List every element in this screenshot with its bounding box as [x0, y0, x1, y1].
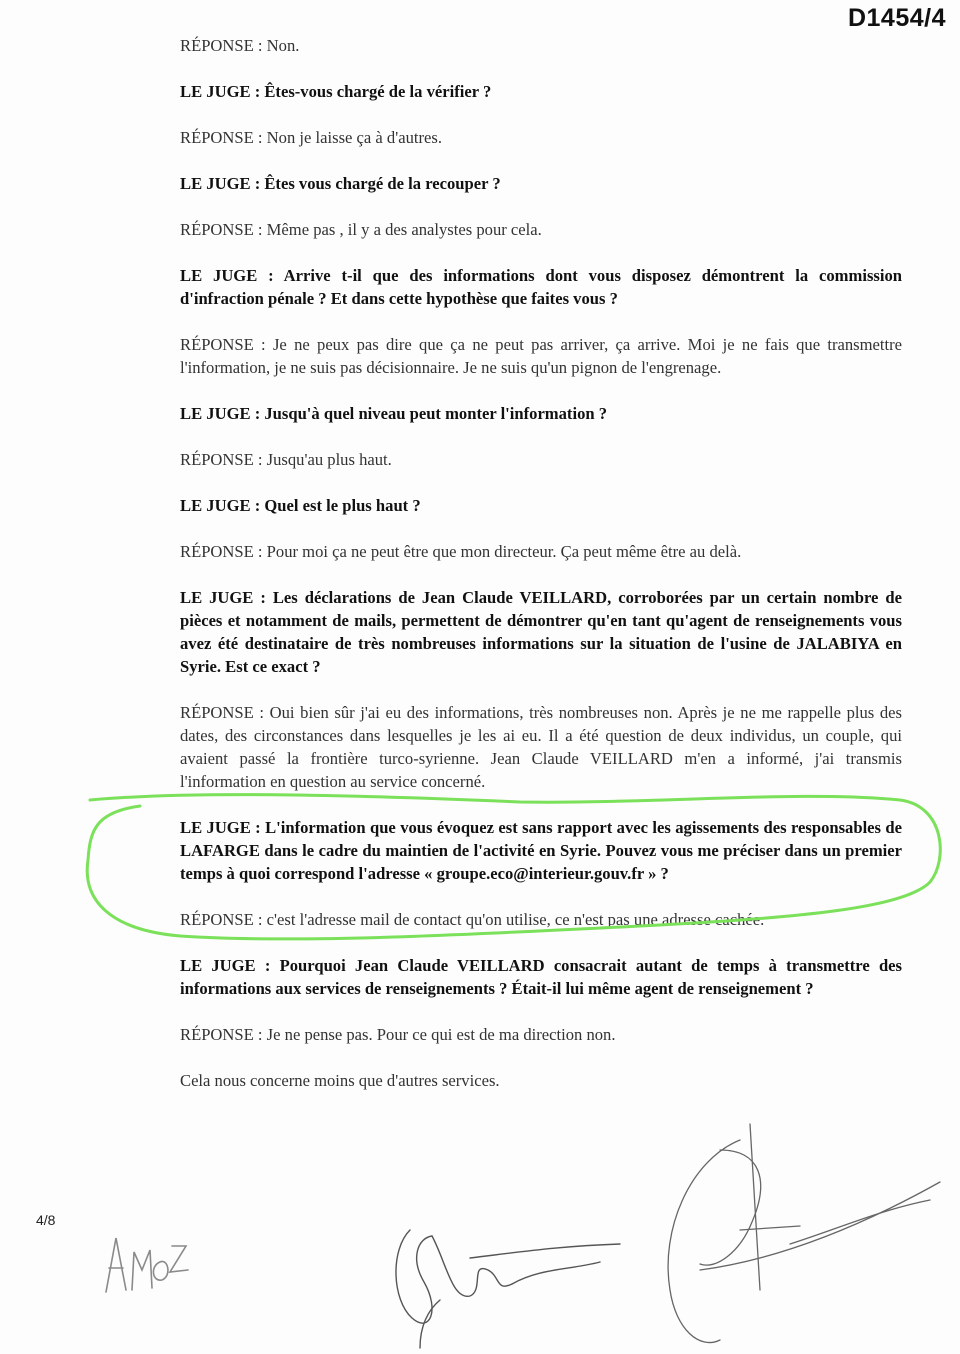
answer-paragraph: RÉPONSE : Même pas , il y a des analystes pour cela. [180, 220, 542, 239]
question-paragraph: LE JUGE : Jusqu'à quel niveau peut monter l'information ? [180, 404, 608, 423]
answer-paragraph: RÉPONSE : Non. [180, 36, 300, 55]
answer-paragraph: RÉPONSE : Jusqu'au plus haut. [180, 450, 392, 469]
transcript-body [180, 34, 902, 1115]
document-reference: D1454/4 [847, 4, 946, 32]
answer-paragraph: RÉPONSE : Je ne pense pas. Pour ce qui est de ma direction non. [180, 1025, 616, 1044]
question-paragraph: LE JUGE : Pourquoi Jean Claude VEILLARD consacrait autant de temps à transmettre des informations aux services de renseignements ? Était-il lui même agent de renseignement ? [180, 956, 902, 998]
signature-right [668, 1124, 940, 1343]
answer-paragraph: RÉPONSE : Je ne peux pas dire que ça ne peut pas arriver, ça arrive. Moi je ne fais que transmettre l'information, je ne suis pas décisionnaire. Je ne suis qu'un pignon de l'engrenage. [180, 335, 902, 377]
answer-paragraph: RÉPONSE : c'est l'adresse mail de contact qu'on utilise, ce n'est pas une adresse cachée. [180, 910, 765, 929]
question-paragraph: LE JUGE : Êtes vous chargé de la recouper ? [180, 174, 501, 193]
question-paragraph: LE JUGE : Quel est le plus haut ? [180, 496, 421, 515]
signature-center [396, 1230, 620, 1348]
handwritten-initials [106, 1238, 188, 1292]
answer-paragraph: RÉPONSE : Oui bien sûr j'ai eu des informations, très nombreuses non. Après je ne me rappelle plus des dates, des circonstances dans lesquelles je les ai eu. Il a été question de deux individus, un couple, qui avaient passé la frontière turco-syrienne. Jean Claude VEILLARD m'en a informé, j'ai transmis l'information en question au service concerné. [180, 703, 902, 791]
closing-remark: Cela nous concerne moins que d'autres services. [180, 1071, 500, 1090]
highlighted-question-paragraph: LE JUGE : L'information que vous évoquez est sans rapport avec les agissements des responsables de LAFARGE dans le cadre du maintien de l'activité en Syrie. Pouvez vous me préciser dans un premier temps à quoi correspond l'adresse « groupe.eco@interieur.gouv.fr » ? [180, 818, 902, 883]
question-paragraph: LE JUGE : Les déclarations de Jean Claude VEILLARD, corroborées par un certain nombre de pièces et notamment de mails, permettent de démontrer qu'en tant qu'agent de renseignements vous avez été destinataire de très nombreuses informations sur la situation de l'usine de JALABIYA en Syrie. Est ce exact ? [180, 588, 902, 676]
answer-paragraph: RÉPONSE : Pour moi ça ne peut être que mon directeur. Ça peut même être au delà. [180, 542, 742, 561]
question-paragraph: LE JUGE : Êtes-vous chargé de la vérifier ? [180, 82, 492, 101]
answer-paragraph: RÉPONSE : Non je laisse ça à d'autres. [180, 128, 442, 147]
question-paragraph: LE JUGE : Arrive t-il que des informations dont vous disposez démontrent la commission d'infraction pénale ? Et dans cette hypothèse que faites vous ? [180, 266, 902, 308]
page-number: 4/8 [36, 1212, 56, 1228]
